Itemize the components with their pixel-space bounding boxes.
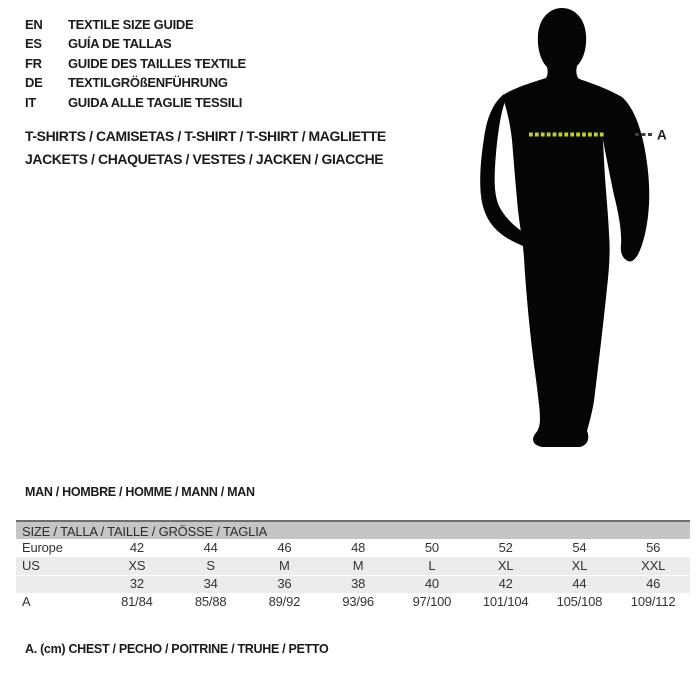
category-tshirts: T-SHIRTS / CAMISETAS / T-SHIRT / T-SHIRT / MAGLIETTE [25, 128, 386, 144]
size-cell: 109/112 [630, 594, 676, 609]
language-title: GUIDA ALLE TAGLIE TESSILI [68, 94, 243, 110]
size-cell: 105/108 [556, 594, 603, 609]
size-table [16, 520, 690, 611]
section-title-man: MAN / HOMBRE / HOMME / MANN / MAN [25, 485, 255, 499]
size-cell: 36 [277, 576, 292, 591]
size-cell: M [352, 558, 364, 573]
language-code: ES [25, 36, 42, 52]
size-cell: 38 [351, 576, 366, 591]
table-row-europe [16, 539, 690, 557]
size-cell: 34 [203, 576, 218, 591]
size-cell: 44 [203, 540, 218, 555]
size-cell: XL [497, 558, 514, 573]
size-cell: 52 [498, 540, 513, 555]
size-cell: XS [128, 558, 146, 573]
row-label: Europe [22, 540, 63, 555]
language-code: IT [25, 94, 36, 110]
language-title: TEXTILGRÖßENFÜHRUNG [68, 75, 228, 91]
row-label: US [22, 558, 40, 573]
measurement-legend: A. (cm) CHEST / PECHO / POITRINE / TRUHE / PETTO [25, 642, 329, 656]
language-title: GUIDE DES TAILLES TEXTILE [68, 55, 246, 71]
size-cell: 81/84 [121, 594, 153, 609]
size-cell: 97/100 [412, 594, 452, 609]
size-cell: 40 [424, 576, 439, 591]
size-cell: S [206, 558, 215, 573]
language-code: DE [25, 75, 43, 91]
size-cell: L [428, 558, 436, 573]
table-row-us-numeric [16, 575, 690, 593]
language-title: TEXTILE SIZE GUIDE [68, 17, 194, 32]
size-cell: 50 [424, 540, 439, 555]
size-cell: 46 [646, 576, 661, 591]
language-code: EN [25, 17, 43, 32]
row-label: A [22, 594, 31, 609]
size-cell: 44 [572, 576, 587, 591]
size-cell: 56 [646, 540, 661, 555]
size-cell: 46 [277, 540, 292, 555]
measure-label-a: A [657, 127, 667, 143]
size-cell: 93/96 [342, 594, 374, 609]
size-cell: 48 [351, 540, 366, 555]
size-cell: XL [571, 558, 588, 573]
language-code: FR [25, 55, 42, 71]
size-cell: 54 [572, 540, 587, 555]
size-cell: 85/88 [194, 594, 227, 609]
body-silhouette [502, 8, 610, 447]
size-cell: XXL [641, 558, 666, 573]
language-title: GUÍA DE TALLAS [68, 36, 172, 52]
size-cell: 89/92 [268, 594, 301, 609]
table-row-chest [16, 593, 690, 611]
size-table-header: SIZE / TALLA / TAILLE / GRÖSSE / TAGLIA [16, 520, 690, 539]
category-jackets: JACKETS / CHAQUETAS / VESTES / JACKEN / GIACCHE [25, 151, 384, 167]
size-cell: 42 [498, 576, 513, 591]
size-cell: M [279, 558, 290, 573]
size-cell: 101/104 [482, 594, 529, 609]
size-cell: 32 [129, 576, 144, 591]
table-row-us [16, 557, 690, 575]
size-cell: 42 [129, 540, 144, 555]
row-label [16, 575, 100, 593]
